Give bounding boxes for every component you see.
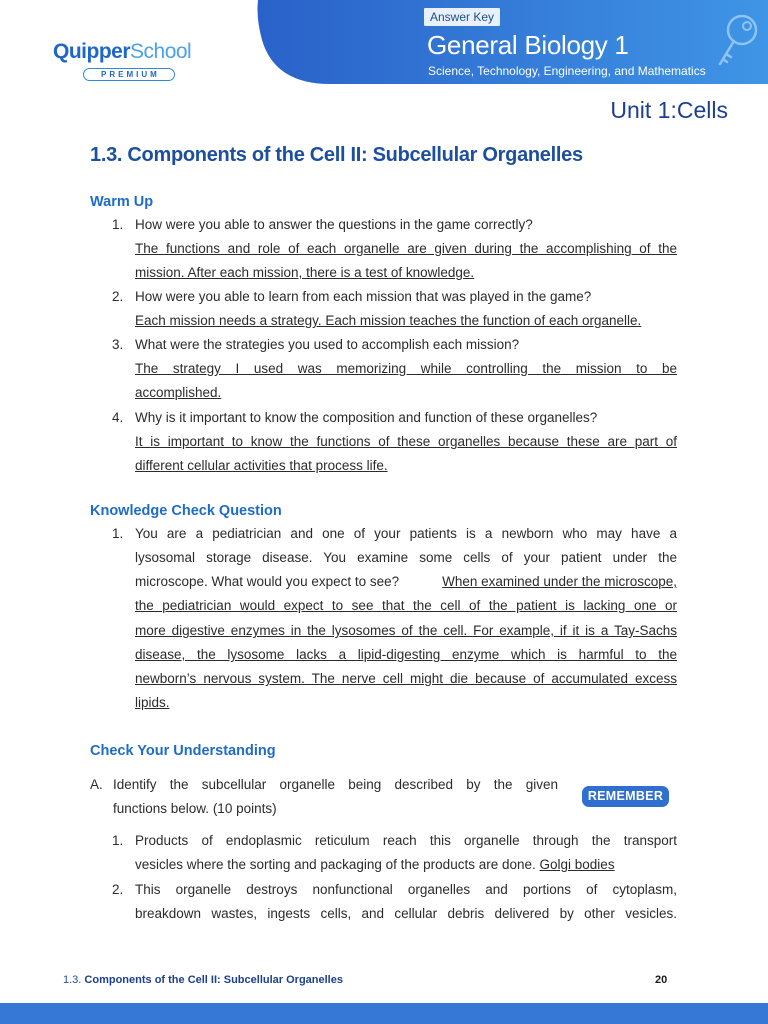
answer-text: newborn’s nervous system. The nerve cell might die because of accumulated excess (135, 671, 677, 686)
question-text: What were the strategies you used to accomplish each mission? (135, 337, 520, 352)
answer-text: Each mission needs a strategy. Each mission teaches the function of each organelle. (135, 313, 642, 328)
lesson-title: 1.3. Components of the Cell II: Subcellular Organelles (90, 144, 583, 166)
question-text: vesicles where the sorting and packaging of the products are done. (135, 857, 536, 872)
answer-text: the pediatrician would expect to see that the cell of the patient is lacking one or (135, 598, 677, 613)
list-number: 3. (112, 337, 124, 352)
course-subtitle: Science, Technology, Engineering, and Mathematics (428, 64, 706, 78)
question-text: breakdown wastes, ingests cells, and cellular debris delivered by other vesicles. (135, 906, 677, 921)
list-number: 2. (112, 882, 124, 897)
quipper-school-logo: QuipperSchool PREMIUM (53, 40, 192, 79)
answer-text: mission. After each mission, there is a test of knowledge. (135, 265, 475, 280)
premium-badge: PREMIUM (83, 68, 175, 81)
answer-text: accomplished. (135, 385, 222, 400)
question-answer-line (135, 853, 677, 877)
key-icon (714, 10, 762, 70)
question-text: Products of endoplasmic reticulum reach this organelle through the transport (135, 833, 677, 848)
answer-text: The functions and role of each organelle are given during the accomplishing of the (135, 241, 677, 256)
footer-bar (0, 1003, 768, 1024)
question-text: lysosomal storage disease. You examine some cells of your patient under the (135, 550, 677, 565)
answer-text: different cellular activities that process life. (135, 458, 388, 473)
remember-badge: REMEMBER (582, 786, 669, 807)
course-title: General Biology 1 (427, 30, 629, 60)
question-text: You are a pediatrician and one of your patients is a newborn who may have a (135, 526, 677, 541)
question-text: microscope. What would you expect to see? (135, 574, 400, 589)
answer-text: Golgi bodies (539, 857, 615, 872)
answer-text: The strategy I used was memorizing while controlling the mission to be (135, 361, 677, 376)
answer-text: more digestive enzymes in the lysosomes of the cell. For example, if it is a Tay-Sachs (135, 623, 677, 638)
unit-title: Unit 1:Cells (610, 97, 728, 123)
instruction-text: Identify the subcellular organelle being described by the given (113, 777, 558, 792)
question-answer-line (135, 570, 677, 594)
answer-text: disease, the lysosome lacks a lipid-digesting enzyme which is harmful to the (135, 647, 677, 662)
list-number: 1. (112, 833, 124, 848)
instruction-text: functions below. (10 points) (113, 801, 277, 816)
list-number: 1. (112, 217, 124, 232)
answer-text: When examined under the microscope, (442, 574, 677, 589)
list-number: 2. (112, 289, 124, 304)
footer-title: 1.3. Components of the Cell II: Subcellular Organelles (63, 974, 343, 986)
question-text: How were you able to answer the questions in the game correctly? (135, 217, 533, 232)
question-text: This organelle destroys nonfunctional organelles and portions of cytoplasm, (135, 882, 677, 897)
page-number: 20 (655, 974, 668, 986)
answer-key-label: Answer Key (424, 8, 500, 26)
question-text: How were you able to learn from each mission that was played in the game? (135, 289, 592, 304)
list-number: 4. (112, 410, 124, 425)
check-understanding-heading: Check Your Understanding (90, 743, 276, 759)
answer-text: lipids. (135, 695, 170, 710)
question-text: Why is it important to know the composition and function of these organelles? (135, 410, 598, 425)
answer-text: It is important to know the functions of these organelles because these are part of (135, 434, 677, 449)
warm-up-heading: Warm Up (90, 194, 154, 210)
part-label: A. (90, 777, 103, 792)
list-number: 1. (112, 526, 124, 541)
knowledge-check-heading: Knowledge Check Question (90, 503, 282, 519)
